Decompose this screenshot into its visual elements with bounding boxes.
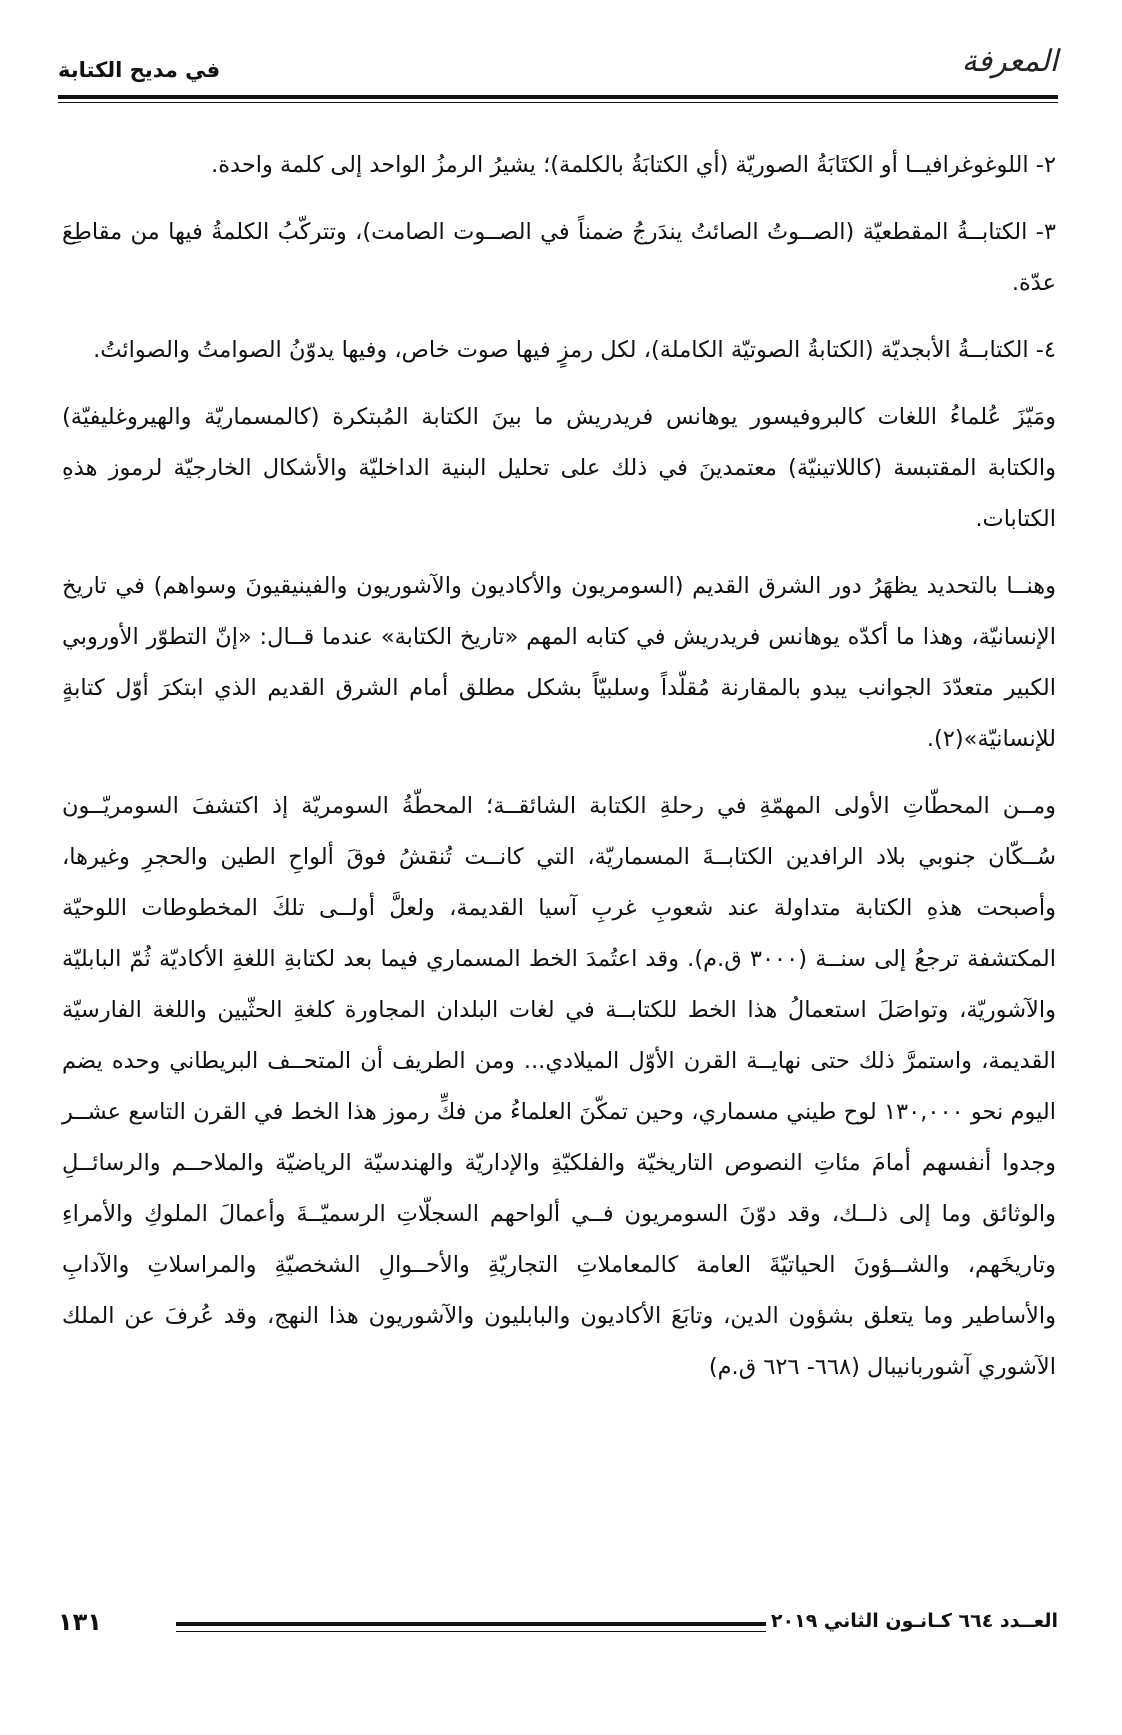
- paragraph-sumerian: ومــن المحطّاتِ الأولى المهمّةِ في رحلةِ الكتابة الشائقــة؛ المحطّةُ السومريّة إذ اكتشفَ السومريّــون سُــكّان جنوبي بلاد الرافدين الكتابــةَ المسماريّة، التي كانــت تُنقشُ فوقَ ألواحِ الطين والحجرِ وغيرها، وأصبحت هذهِ الكتابة متداولة عند شعوبِ غربِ آسيا القديمة، ولعلَّ أولــى تلكَ المخطوطات اللوحيّة المكتشفة ترجعُ إلى سنــة (٣٠٠٠ ق.م). وقد اعتُمدَ الخط المسماري فيما بعد لكتابةِ اللغةِ الأكاديّة ثُمّ البابليّة والآشوريّة، وتواصَلَ استعمالُ هذا الخط للكتابــة في لغات البلدان المجاورة كلغةِ الحثّيين واللغة الفارسيّة القديمة، واستمرَّ ذلك حتى نهايــة القرن الأوّل الميلادي... ومن الطريف أن المتحــف البريطاني وحده يضم اليوم نحو ١٣٠,٠٠٠ لوح طيني مسماري، وحين تمكّنَ العلماءُ من فكِّ رموز هذا الخط في القرن التاسع عشــر وجدوا أنفسهم أمامَ مئاتِ النصوص التاريخيّة والفلكيّةِ والإداريّة والهندسيّة الرياضيّة والملاحــم والرسائــلِ والوثائق وما إلى ذلــك، وقد دوّنَ السومريون فــي ألواحهم السجلّاتِ الرسميّــةَ وأعمالَ الملوكِ والأمراءِ وتاريخَهم، والشــؤونَ الحياتيّةَ العامة كالمعاملاتِ التجاريّةِ والأحــوالِ الشخصيّةِ والمراسلاتِ والآدابِ والأساطير وما يتعلق بشؤون الدين، وتابَعَ الأكاديون والبابليون والآشوريون هذا النهج، وقد عُرفَ عن الملك الآشوري آشوربانيبال (٦٦٨- ٦٢٦ ق.م): [62, 793, 1056, 1380]
- page-header: [58, 40, 1058, 100]
- section-title: في مديح الكتابة: [58, 58, 221, 82]
- magazine-logo: المعرفة: [961, 44, 1058, 79]
- paragraph-alphabetic: ٤- الكتابــةُ الأبجديّة (الكتابةُ الصوتيّة الكاملة)، لكل رمزٍ فيها صوت خاص، وفيها يدوّنُ الصوامتُ والصوائتُ.: [93, 337, 1056, 363]
- paragraph-logography: ٢- اللوغوغرافيــا أو الكتَابَةُ الصوريّة (أي الكتابَةُ بالكلمة)؛ يشيرُ الرمزُ الواحد إلى كلمة واحدة.: [211, 152, 1056, 178]
- header-divider-thick: [58, 95, 1058, 99]
- page-footer: [58, 1608, 1058, 1658]
- footer-divider-thick: [176, 1622, 766, 1626]
- header-divider-thin: [58, 102, 1058, 103]
- paragraph-scholars: ومَيّزَ عُلماءُ اللغات كالبروفيسور يوهانس فريدريش ما بينَ الكتابة المُبتكرة (كالمسماريّة والهيروغليفيّة) والكتابة المقتبسة (كاللاتينيّة) معتمدينَ في ذلك على تحليل البنية الداخليّة والأشكال الخارجيّة لرموز هذهِ الكتابات.: [62, 404, 1056, 532]
- paragraph-ancient-east: وهنــا بالتحديد يظهَرُ دور الشرق القديم (السومريون والأكاديون والآشوريون والفينيقيونَ وسواهم) في تاريخ الإنسانيّة، وهذا ما أكدّه يوهانس فريدريش في كتابه المهم «تاريخ الكتابة» عندما قــال: «إنّ التطوّر الأوروبي الكبير متعدّدَ الجوانب يبدو بالمقارنة مُقلّداً وسلبيّاً بشكل مطلق أمام الشرق القديم الذي ابتكرَ أوّل كتابةٍ للإنسانيّة»(٢).: [62, 573, 1056, 752]
- article-body: [62, 140, 1056, 1590]
- footer-divider-thin: [176, 1631, 766, 1632]
- paragraph-syllabic: ٣- الكتابــةُ المقطعيّة (الصــوتُ الصائتُ يندَرجُ ضمناً في الصــوت الصامت)، وتتركّبُ الكلمةُ فيها من مقاطِعَ عدّة.: [62, 219, 1056, 296]
- issue-info: العــدد ٦٦٤ كـانـون الثاني ٢٠١٩: [770, 1610, 1058, 1632]
- page-number: ١٣١: [58, 1608, 102, 1636]
